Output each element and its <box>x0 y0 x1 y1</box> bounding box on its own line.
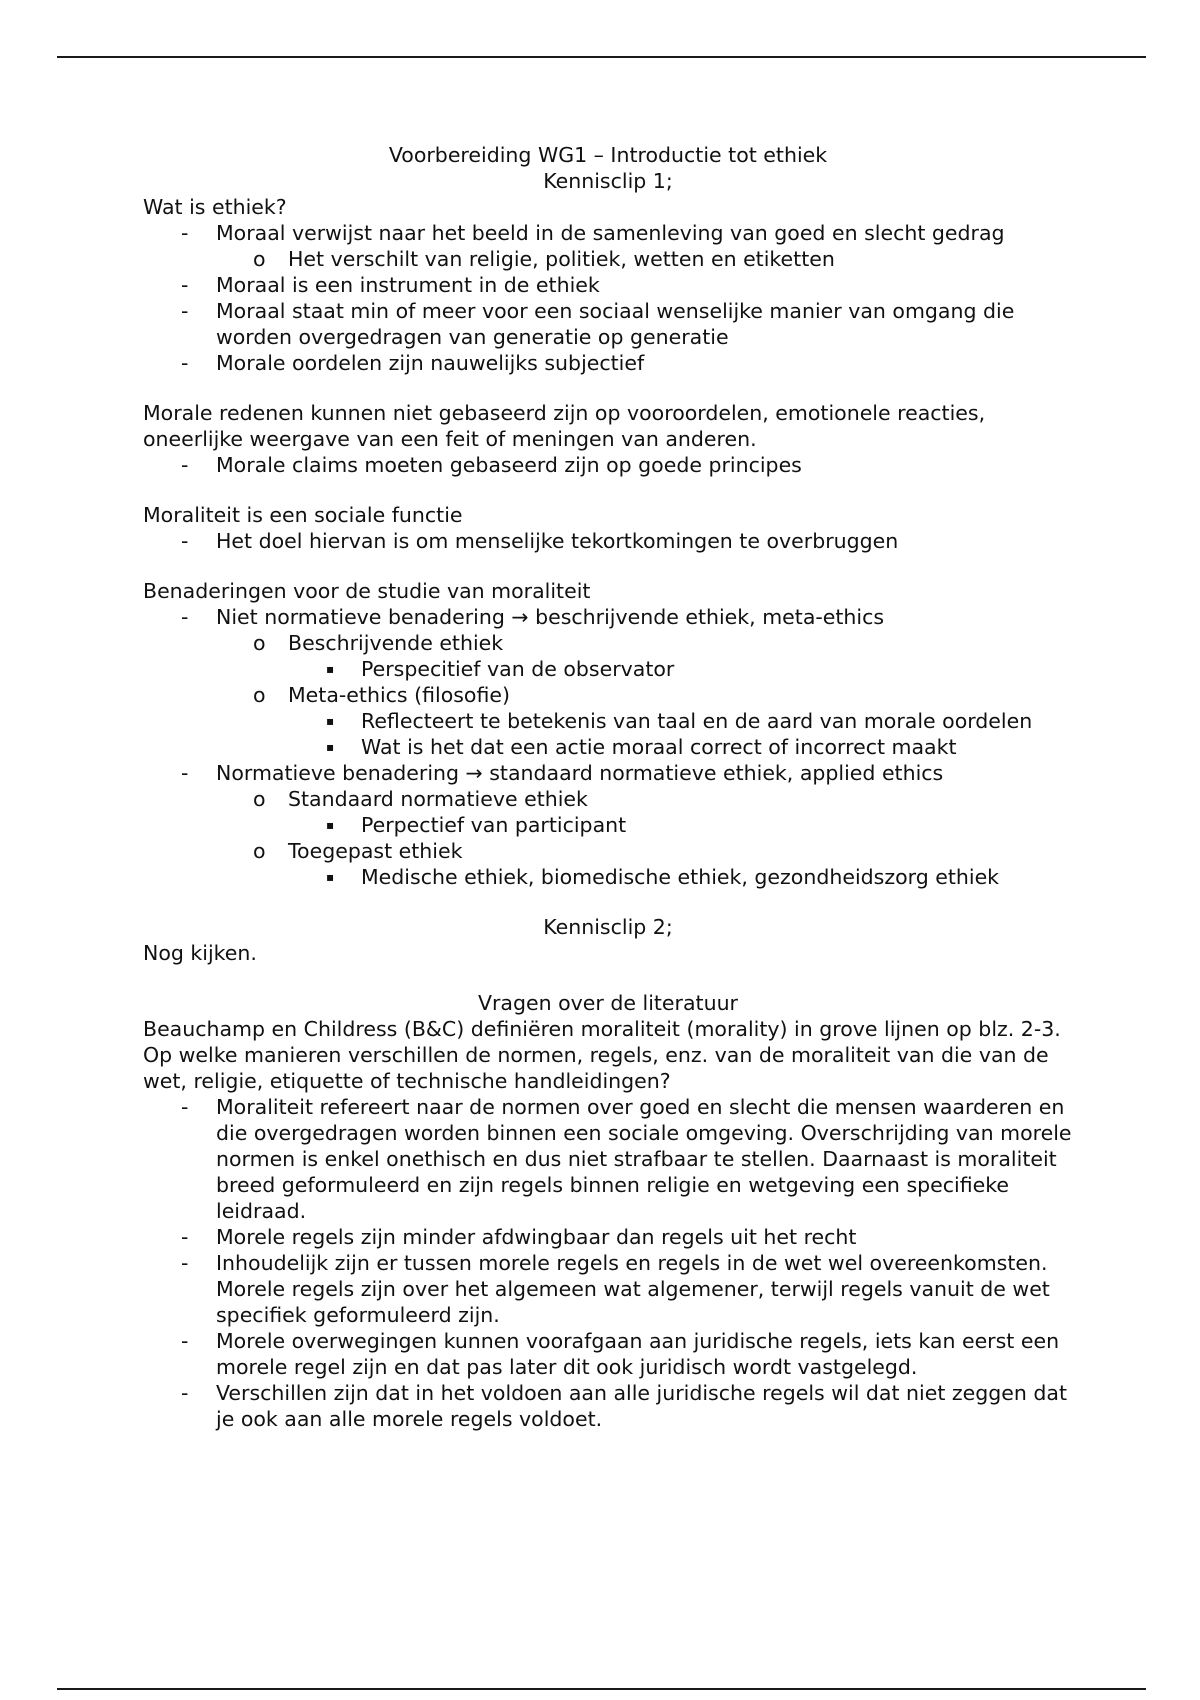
circle-bullet: o <box>253 839 266 863</box>
list-item: ▪ Wat is het dat een actie moraal correct of incorrect maakt <box>326 735 957 759</box>
dash-bullet: - <box>181 1381 189 1405</box>
square-bullet: ▪ <box>326 662 335 676</box>
list-item: o Het verschilt van religie, politiek, wetten en etiketten <box>253 247 835 271</box>
paragraph: Benaderingen voor de studie van moraliteit <box>143 579 591 603</box>
dash-bullet: - <box>181 1329 189 1353</box>
list-item: ▪ Medische ethiek, biomedische ethiek, gezondheidszorg ethiek <box>326 865 1000 889</box>
paragraph: Morale redenen kunnen niet gebaseerd zijn op vooroordelen, emotionele reacties, oneerlijke weergave van een feit of meningen van anderen. <box>143 401 986 451</box>
list-item: - Moraal is een instrument in de ethiek <box>181 273 600 297</box>
list-item: o Beschrijvende ethiek <box>253 631 504 655</box>
bottom-rule <box>57 1688 1146 1690</box>
square-bullet: ▪ <box>326 740 335 754</box>
list-item: - Morele regels zijn minder afdwingbaar dan regels uit het recht <box>181 1225 857 1249</box>
document-body <box>143 142 1073 1432</box>
literature-question: Beauchamp en Childress (B&C) definiëren moraliteit (morality) in grove lijnen op blz. 2-3. Op welke manieren verschillen de normen, regels, enz. van de moraliteit van die van de wet, religie, etiquette of technische handleidingen? <box>143 1017 1061 1093</box>
literature-heading: Vragen over de literatuur <box>477 991 738 1015</box>
list-item: - Morale oordelen zijn nauwelijks subjectief <box>181 351 645 375</box>
list-item: - Moraal verwijst naar het beeld in de samenleving van goed en slecht gedrag <box>181 221 1005 245</box>
list-item: - Moraliteit refereert naar de normen over goed en slecht die mensen waarderen en die overgedragen worden binnen een sociale omgeving. Overschrijding van morele normen is enkel onethisch en dus niet strafbaar te stellen. Daarnaast is moraliteit breed geformuleerd en zijn regels binnen religie en wetgeving een specifieke leidraad. <box>181 1095 1072 1223</box>
paragraph: Moraliteit is een sociale functie <box>143 503 463 527</box>
list-item: o Standaard normatieve ethiek <box>253 787 588 811</box>
dash-bullet: - <box>181 1095 189 1119</box>
dash-bullet: - <box>181 1251 189 1275</box>
clip1-heading: Kennisclip 1; <box>543 169 673 193</box>
square-bullet: ▪ <box>326 714 335 728</box>
dash-bullet: - <box>181 351 189 375</box>
circle-bullet: o <box>253 683 266 707</box>
paragraph: Nog kijken. <box>143 941 257 965</box>
list-item: o Meta-ethics (filosofie) <box>253 683 510 707</box>
list-item: ▪ Perspecitief van de observator <box>326 657 675 681</box>
list-item: - Het doel hiervan is om menselijke tekortkomingen te overbruggen <box>181 529 899 553</box>
list-item: - Inhoudelijk zijn er tussen morele regels en regels in de wet wel overeenkomsten. Morele regels zijn over het algemeen wat algemener, terwijl regels vanuit de wet specifiek geformuleerd zijn. <box>181 1251 1050 1327</box>
list-item: o Toegepast ethiek <box>253 839 463 863</box>
list-item: - Verschillen zijn dat in het voldoen aan alle juridische regels wil dat niet zeggen dat je ook aan alle morele regels voldoet. <box>181 1381 1068 1431</box>
dash-bullet: - <box>181 453 189 477</box>
dash-bullet: - <box>181 761 189 785</box>
circle-bullet: o <box>253 787 266 811</box>
top-rule <box>57 56 1146 58</box>
list-item: ▪ Perpectief van participant <box>326 813 627 837</box>
list-item: - Niet normatieve benadering → beschrijvende ethiek, meta-ethics <box>181 605 885 629</box>
dash-bullet: - <box>181 299 189 323</box>
list-item: - Morale claims moeten gebaseerd zijn op goede principes <box>181 453 802 477</box>
dash-bullet: - <box>181 529 189 553</box>
document-title: Voorbereiding WG1 – Introductie tot ethiek <box>388 143 828 167</box>
dash-bullet: - <box>181 273 189 297</box>
dash-bullet: - <box>181 605 189 629</box>
clip2-heading: Kennisclip 2; <box>543 915 673 939</box>
list-item: - Morele overwegingen kunnen voorafgaan aan juridische regels, iets kan eerst een morele regel zijn en dat pas later dit ook juridisch wordt vastgelegd. <box>181 1329 1060 1379</box>
dash-bullet: - <box>181 1225 189 1249</box>
square-bullet: ▪ <box>326 870 335 884</box>
circle-bullet: o <box>253 631 266 655</box>
list-item: - Normatieve benadering → standaard normatieve ethiek, applied ethics <box>181 761 944 785</box>
square-bullet: ▪ <box>326 818 335 832</box>
dash-bullet: - <box>181 221 189 245</box>
list-item: - Moraal staat min of meer voor een sociaal wenselijke manier van omgang die worden overgedragen van generatie op generatie <box>181 299 1015 349</box>
clip1-question: Wat is ethiek? <box>143 195 287 219</box>
list-item: ▪ Reflecteert te betekenis van taal en de aard van morale oordelen <box>326 709 1033 733</box>
circle-bullet: o <box>253 247 266 271</box>
